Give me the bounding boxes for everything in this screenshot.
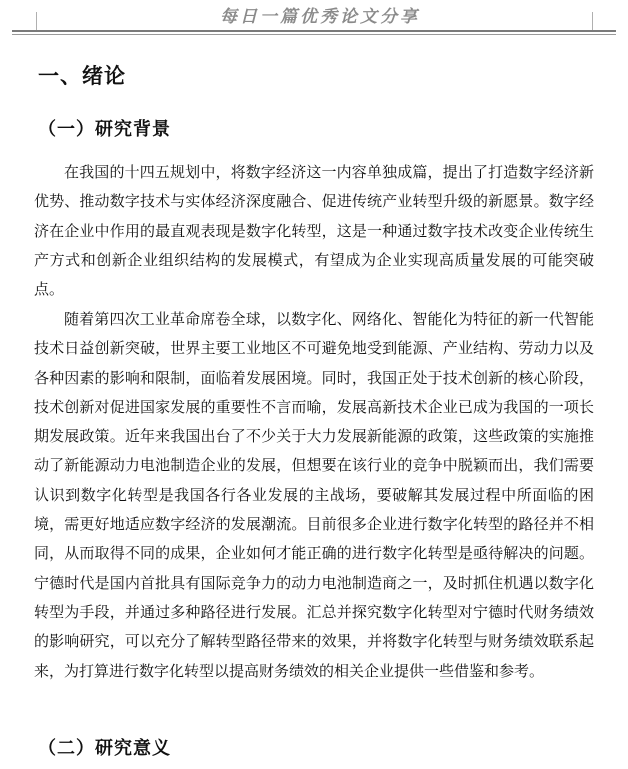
body-paragraph-2: 随着第四次工业革命席卷全球，以数字化、网络化、智能化为特征的新一代智能技术日益创新突破，世界主要工业地区不可避免地受到能源、产业结构、劳动力以及各种因素的影响和限制，面临着发展困境。同时，我国正处于技术创新的核心阶段，技术创新对促进国家发展的重要性不言而喻，发展高新技术企业已成为我国的一项长期发展政策。近年来我国出台了不少关于大力发展新能源的政策，这些政策的实施推动了新能源动力电池制造企业的发展，但想要在该行业的竞争中脱颖而出，我们需要认识到数字化转型是我国各行各业发展的主战场，要破解其发展过程中所面临的困境，需更好地适应数字经济的发展潮流。目前很多企业进行数字化转型的路径并不相同，从而取得不同的成果，企业如何才能正确的进行数字化转型是亟待解决的问题。宁德时代是国内首批具有国际竞争力的动力电池制造商之一，及时抓住机遇以数字化转型为手段，并通过多种路径进行发展。汇总并探究数字化转型对宁德时代财务绩效的影响研究，可以充分了解转型路径带来的效果，并将数字化转型与财务绩效联系起来，为打算进行数字化转型以提高财务绩效的相关企业提供一些借鉴和参考。 <box>34 310 594 680</box>
header-corner-mark-right <box>592 12 593 32</box>
subsection-heading-background: （一）研究背景 <box>38 119 171 140</box>
header-corner-mark-left <box>36 12 37 32</box>
subsection-heading-significance: （二）研究意义 <box>38 738 171 759</box>
header-rule-thick <box>12 30 616 32</box>
header-rule-thin <box>12 34 616 35</box>
running-header <box>0 0 628 40</box>
header-title: 每日一篇优秀论文分享 <box>220 7 420 27</box>
body-paragraph-1: 在我国的十四五规划中，将数字经济这一内容单独成篇，提出了打造数字经济新优势、推动数字技术与实体经济深度融合、促进传统产业转型升级的新愿景。数字经济在企业中作用的最直观表现是数字化转型，这是一种通过数字技术改变企业传统生产方式和创新企业组织结构的发展模式，有望成为企业实现高质量发展的可能突破点。 <box>34 163 594 299</box>
section-heading: 一、绪论 <box>38 63 126 88</box>
